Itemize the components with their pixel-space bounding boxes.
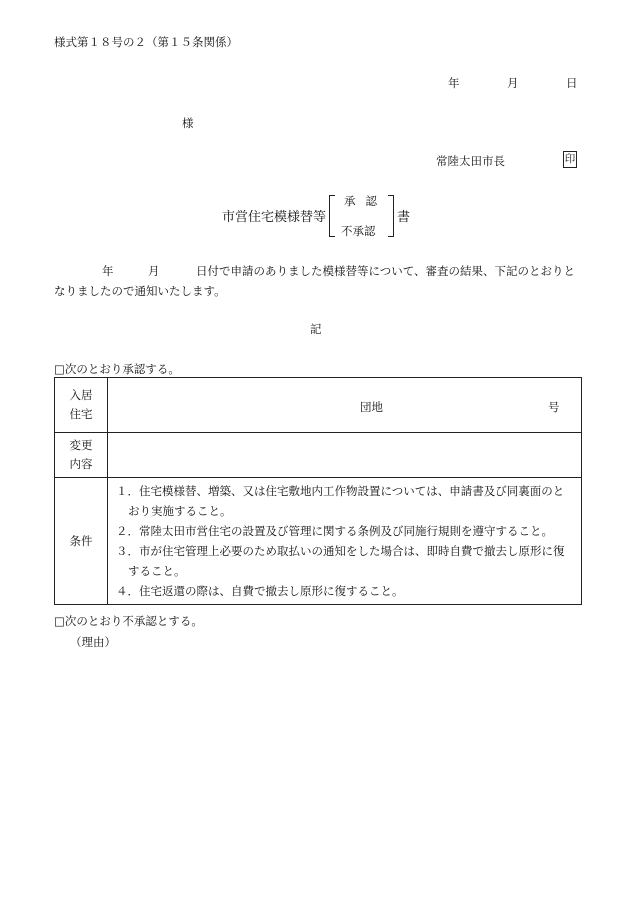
danchi-label: 団地 (360, 400, 383, 414)
date-month-label: 月 (507, 76, 519, 90)
condition-line: ３．市が住宅管理上必要のため取払いの通知をした場合は、即時自費で撤去し原形に復 (116, 544, 565, 558)
label-line: 住宅 (69, 407, 93, 421)
table-row (55, 478, 582, 605)
condition-line: すること。 (128, 564, 186, 578)
row-label-residence (55, 378, 108, 433)
approval-table (54, 377, 582, 605)
document-title: 市営住宅模様替等 (222, 210, 327, 225)
condition-line: ２．常陸太田市営住宅の設置及び管理に関する条例及び同施行規則を遵守すること。 (116, 524, 553, 538)
residence-field[interactable] (108, 378, 582, 433)
form-number: 様式第１８号の２（第１５条関係） (54, 35, 238, 49)
ki-heading: 記 (310, 322, 322, 336)
body-year: 年 (102, 264, 114, 278)
row-label-change (55, 433, 108, 478)
label-line: 入居 (69, 388, 93, 402)
reason-label: （理由） (70, 635, 116, 649)
addressee-suffix: 様 (182, 116, 194, 130)
approve-checkbox-label[interactable]: □次のとおり承認する。 (54, 362, 180, 376)
go-label: 号 (548, 400, 560, 414)
body-line-2: なりましたので通知いたします。 (54, 284, 226, 298)
reject-checkbox-label[interactable]: □次のとおり不承認とする。 (54, 614, 203, 628)
date-year-label: 年 (448, 76, 460, 90)
table-row (55, 433, 582, 478)
seal-mark: 印 (563, 151, 577, 168)
body-line1-text: 日付で申請のありました模様替等について、審査の結果、下記のとおりと (196, 264, 576, 278)
condition-line: おり実施すること。 (128, 504, 232, 518)
body-line-1 (102, 263, 575, 279)
issuer-name: 常陸太田市長 (436, 154, 505, 168)
change-content-field[interactable] (108, 433, 582, 478)
title-suffix: 書 (397, 210, 411, 225)
left-bracket (329, 195, 335, 237)
condition-line: １．住宅模様替、増築、又は住宅敷地内工作物設置については、申請書及び同裏面のと (116, 484, 565, 498)
condition-line: ４．住宅返還の際は、自費で撤去し原形に復すること。 (116, 584, 404, 598)
title-option-reject: 不承認 (341, 224, 376, 238)
label-line: 変更 (69, 438, 93, 452)
label-line: 内容 (69, 457, 93, 471)
row-label-conditions: 条件 (55, 478, 108, 605)
table-row (55, 378, 582, 433)
title-option-approve: 承認 (344, 194, 387, 208)
body-month: 月 (148, 264, 160, 278)
conditions-list (108, 478, 582, 605)
date-day-label: 日 (566, 76, 578, 90)
right-bracket (388, 195, 394, 237)
